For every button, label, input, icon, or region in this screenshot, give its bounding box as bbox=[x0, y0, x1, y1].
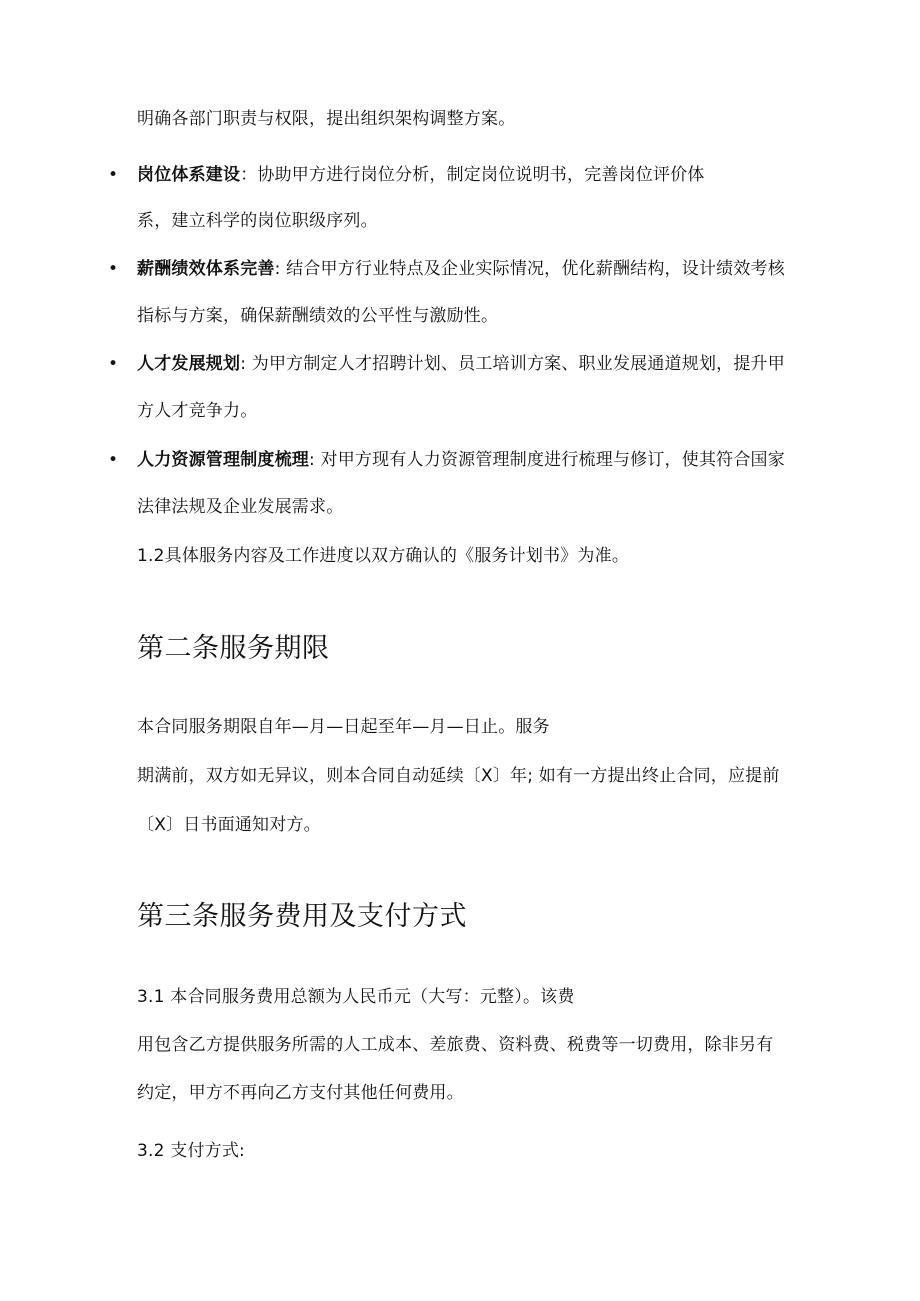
bullet-text: 协助甲方进行岗位分析，制定岗位说明书，完善岗位评价体 bbox=[257, 165, 705, 185]
bullet-item-line2: 法律法规及企业发展需求。 bbox=[137, 497, 344, 517]
bullet-separator: : bbox=[274, 259, 287, 279]
bullet-item-line2: 指标与方案，确保薪酬绩效的公平性与激励性。 bbox=[137, 306, 499, 326]
clause-3-1-line1: 3.1 本合同服务费用总额为人民币元（大写：元整）。该费 bbox=[137, 987, 575, 1007]
bullet-separator: : bbox=[240, 354, 252, 374]
bullet-item-line1 bbox=[137, 164, 705, 186]
bullet-separator: ： bbox=[240, 165, 258, 185]
clause-3-2: 3.2 支付方式: bbox=[137, 1141, 245, 1161]
bullet-separator: : bbox=[309, 450, 321, 470]
bullet-text: 结合甲方行业特点及企业实际情况，优化薪酬结构，设计绩效考核 bbox=[286, 259, 785, 279]
bullet-title: 人力资源管理制度梳理 bbox=[137, 450, 309, 470]
bullet-title: 人才发展规划 bbox=[137, 354, 241, 374]
bullet-text: 对甲方现有人力资源管理制度进行梳理与修订，使其符合国家 bbox=[320, 450, 785, 470]
clause-3-1-line2: 用包含乙方提供服务所需的人工成本、差旅费、资料费、税费等一切费用，除非另有 bbox=[137, 1035, 774, 1055]
bullet-item-line1 bbox=[137, 353, 785, 375]
clause-3-1-line3: 约定，甲方不再向乙方支付其他任何费用。 bbox=[137, 1083, 464, 1103]
section-3-heading: 第三条服务费用及支付方式 bbox=[137, 901, 467, 932]
intro-continuation-line: 明确各部门职责与权限，提出组织架构调整方案。 bbox=[137, 109, 516, 129]
bullet-title: 薪酬绩效体系完善 bbox=[137, 259, 275, 279]
bullet-item-line1 bbox=[137, 258, 785, 280]
bullet-item-line2: 系，建立科学的岗位职级序列。 bbox=[137, 211, 378, 231]
bullet-dot-icon: • bbox=[108, 354, 119, 374]
section-2-line3: 〔X〕日书面通知对方。 bbox=[137, 815, 321, 835]
clause-1-2: 1.2具体服务内容及工作进度以双方确认的《服务计划书》为准。 bbox=[137, 546, 630, 566]
section-2-line1: 本合同服务期限自年—月—日起至年—月—日止。服务 bbox=[137, 717, 550, 737]
bullet-dot-icon: • bbox=[108, 165, 119, 185]
section-2-heading: 第二条服务期限 bbox=[137, 633, 330, 664]
bullet-title: 岗位体系建设 bbox=[137, 165, 241, 185]
bullet-item-line2: 方人才竞争力。 bbox=[137, 401, 258, 421]
bullet-dot-icon: • bbox=[108, 450, 119, 470]
bullet-item-line1 bbox=[137, 449, 785, 471]
section-2-line2: 期满前，双方如无异议，则本合同自动延续〔X〕年; 如有一方提出终止合同，应提前 bbox=[137, 766, 780, 786]
bullet-text: 为甲方制定人才招聘计划、员工培训方案、职业发展通道规划，提升甲 bbox=[251, 354, 785, 374]
bullet-dot-icon: • bbox=[108, 259, 119, 279]
